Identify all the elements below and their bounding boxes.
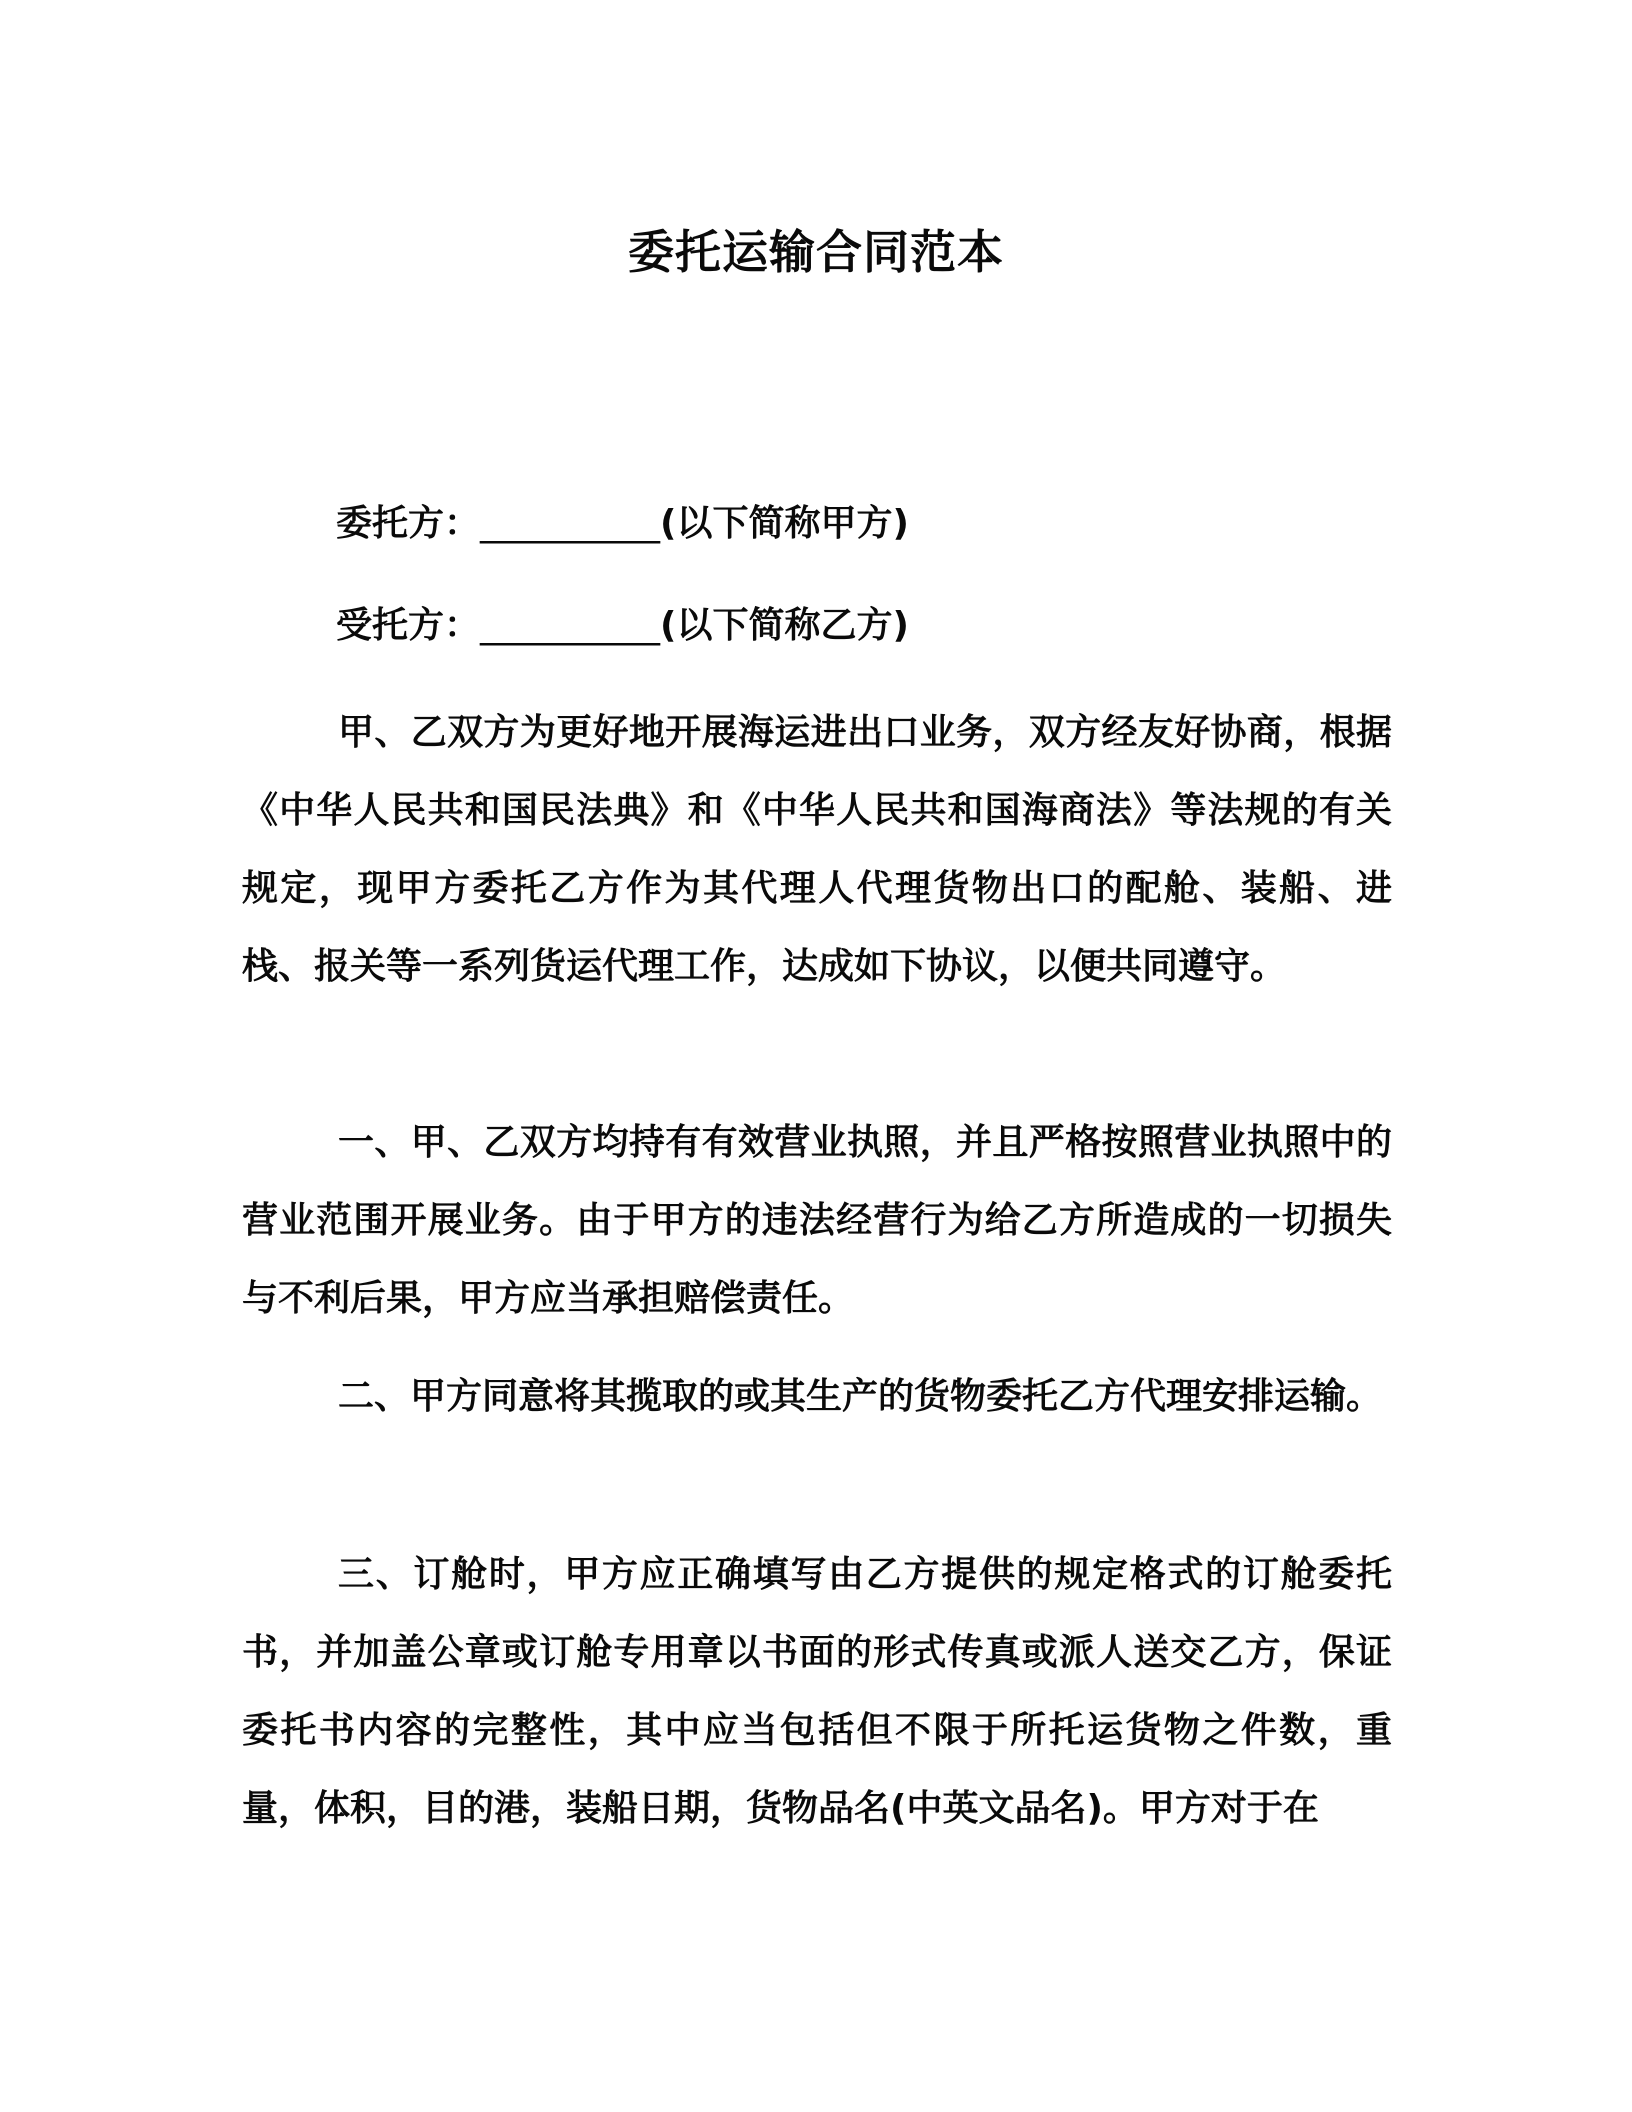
party-name-blank: __________ — [480, 503, 661, 544]
party-label: 委托方： — [336, 503, 481, 544]
document-title: 委托运输合同范本 — [628, 225, 1004, 279]
intro-paragraph: 甲、乙双方为更好地开展海运进出口业务，双方经友好协商，根据《中华人民共和国民法典》和《中华人民共和国海商法》等法规的有关规定，现甲方委托乙方作为其代理人代理货物出口的配舱、装船、进栈、报关等一系列货运代理工作，达成如下协议，以便共同遵守。 — [242, 712, 1392, 987]
clause-1-paragraph: 一、甲、乙双方均持有有效营业执照，并且严格按照营业执照中的营业范围开展业务。由于甲方的违法经营行为给乙方所造成的一切损失与不利后果，甲方应当承担赔偿责任。 — [242, 1122, 1392, 1319]
clause-2-paragraph: 二、甲方同意将其揽取的或其生产的货物委托乙方代理安排运输。 — [338, 1376, 1383, 1417]
party-abbreviation-note: (以下简称乙方) — [660, 605, 909, 646]
party-label: 受托方： — [336, 605, 481, 646]
party-abbreviation-note: (以下简称甲方) — [660, 503, 909, 544]
clause-3-paragraph: 三、订舱时，甲方应正确填写由乙方提供的规定格式的订舱委托书，并加盖公章或订舱专用章以书面的形式传真或派人送交乙方，保证委托书内容的完整性，其中应当包括但不限于所托运货物之件数，重量，体积，目的港，装船日期，货物品名(中英文品名)。甲方对于在 — [242, 1554, 1392, 1829]
party-entrusting — [336, 494, 909, 554]
party-name-blank: __________ — [480, 605, 661, 646]
party-entrusted — [336, 596, 909, 656]
